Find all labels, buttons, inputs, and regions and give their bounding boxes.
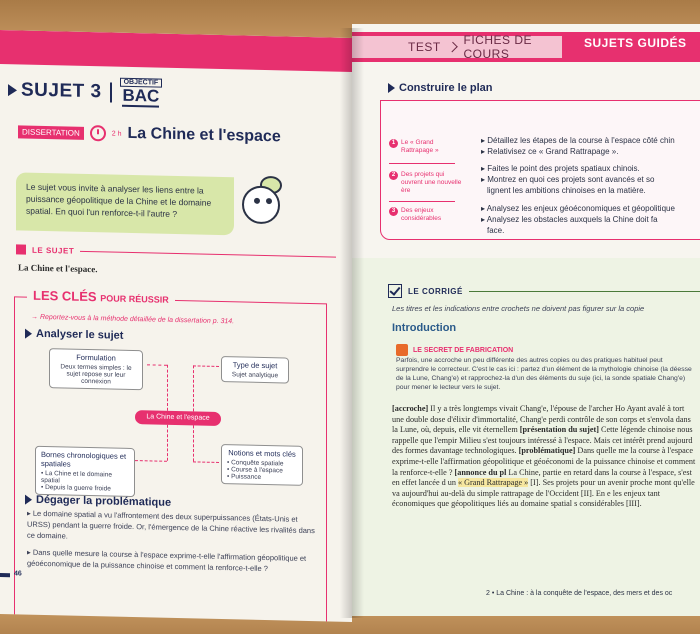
chevron-right-icon: [447, 42, 457, 52]
body-span: Cette légende chinoise nous rappelle que l'empir Milieu s'est toujours intéressé à l'espace. Mais cet intérêt prend aujourd des formes davantage technologiques.: [392, 425, 693, 456]
analyser-title: Analyser le sujet: [36, 327, 124, 342]
objectif-bac-badge: [120, 78, 163, 108]
section-nav: [352, 33, 562, 61]
plan-lines: [481, 163, 700, 196]
cles-title: [27, 288, 175, 306]
secret-heading: [396, 344, 513, 356]
plan-line: ▸ Faites le point des projets spatiaux chinois.: [481, 164, 640, 173]
plan-part-label: Des projets qui ouvrent une nouvelle ère: [401, 171, 462, 194]
sujet-title: SUJET 3: [21, 78, 102, 102]
subject-title: La Chine et l'espace: [127, 124, 281, 146]
notions-item: • Conquête spatiale: [227, 459, 284, 468]
body-span: La Chine, partie en retard dans la course à l'espace, s'est en effet lancée d un: [392, 467, 692, 488]
left-page: [0, 30, 352, 622]
clock-icon: [90, 125, 106, 141]
plan-part: [389, 207, 463, 223]
plan-line: ▸ Montrez en quoi ces projets sont avancés et so: [481, 175, 655, 184]
objectif-label: OBJECTIF: [120, 78, 163, 88]
nav-test: TEST: [408, 40, 441, 54]
bornes-item: • La Chine et le domaine spatial: [41, 469, 112, 485]
plan-title: Construire le plan: [399, 82, 493, 94]
le-sujet-label: LE SUJET: [32, 245, 75, 256]
problematique-marker: [problématique]: [518, 446, 576, 456]
type-text: Sujet analytique: [231, 371, 279, 380]
sujet-separator: [110, 82, 112, 102]
plan-line: face.: [487, 226, 505, 235]
cles-title-sub: POUR RÉUSSIR: [100, 293, 169, 305]
dissertation-row: [18, 122, 281, 146]
degager-paragraph: ▸ Dans quelle mesure la course à l'espace exprime-t-elle l'affirmation géopolitique et géoéconomique de la puissance chinoise et comment la renforce-t-elle ?: [27, 547, 307, 574]
secret-text: Parfois, une accroche un peu différente des autres copies ou des pratiques habituel peut surprendre le correcteur. C'est le cas ici : partez d'un élément de la mythologie chinoise (la déesse de la Lune, Chang'e) et rapprochez-la d'un des éléments du suje (ici, la sonde spatiale Chang'e) pour mener le lecteur vers le sujet.: [396, 357, 692, 391]
plan-line: lignent les ambitions chinoises en la matière.: [487, 186, 646, 195]
notions-box: [221, 444, 303, 486]
dissertation-tag: DISSERTATION: [18, 125, 84, 139]
divider: [469, 291, 700, 292]
le-sujet-heading: [16, 244, 336, 261]
body-span: [I]. Ses projets pour un avenir proche mont qu'elle va aujourd'hui au-delà du simple rattrapage de l'Occident [II]. En e les enjeux tant économiques que géopolitiques liés au domaine spatial s considérables [III].: [392, 478, 695, 509]
notions-item: • Puissance: [227, 473, 262, 481]
page-footer: 2 • La Chine : à la conquête de l'espace, des mers et des oc: [486, 590, 673, 597]
pink-square-icon: [16, 244, 26, 254]
type-de-sujet-box: [221, 356, 289, 384]
page-number-bar: [0, 573, 10, 577]
plan-part: [389, 171, 463, 195]
body-span: Dans quelle me la course à l'espace exprime-t-elle l'affirmation géopolitique et géoéconomi de la puissance chinoise et comment la renforce-t-elle ?: [392, 446, 696, 477]
connector: [193, 365, 194, 411]
plan-line: ▸ Détaillez les étapes de la course à l'espace côté chin: [481, 136, 675, 145]
hand-icon: [396, 344, 408, 356]
plan-lines: [481, 203, 700, 236]
divider: [389, 163, 455, 164]
divider: [80, 250, 336, 257]
triangle-bullet-icon: [25, 329, 32, 339]
annonce-marker: [annonce du pl: [454, 467, 507, 477]
mascot-eye: [266, 198, 272, 204]
formulation-box: [49, 348, 143, 390]
formulation-heading: Formulation: [76, 352, 116, 363]
mascot-eye: [254, 198, 260, 204]
plan-heading: [388, 82, 493, 94]
plan-part-label: Des enjeux considérables: [401, 207, 442, 222]
plan-number: 3: [389, 207, 398, 216]
left-header-band: [0, 30, 352, 72]
time-label: 2 h: [111, 130, 122, 138]
sujet-heading: [8, 75, 162, 107]
introduction-body: [392, 404, 698, 510]
notions-item: • Course à l'espace: [227, 466, 283, 475]
notions-heading: Notions et mots clés: [228, 448, 296, 459]
mascot-body: [242, 185, 280, 224]
corrige-label: LE CORRIGÉ: [408, 286, 463, 296]
degager-paragraph: ▸ Le domaine spatial a vu l'affrontement des deux superpuissances (États-Unis et URSS) pendant la guerre froide. Or, l'émergence de la Chine réactive les rivalités dans ce domaine.: [27, 508, 315, 541]
bornes-item: • Depuis la guerre froide: [41, 483, 111, 493]
plan-number: 2: [389, 171, 398, 180]
introduction-title: Introduction: [392, 322, 457, 334]
plan-line: ▸ Relativisez ce « Grand Rattrapage ».: [481, 147, 619, 156]
plan-box: [380, 100, 700, 240]
mascot-illustration: [238, 175, 286, 228]
nav-sujets-guides: SUJETS GUIDÉS: [584, 36, 687, 50]
corrige-note: Les titres et les indications entre crochets ne doivent pas figurer sur la copie: [392, 304, 645, 313]
corrige-heading: [388, 284, 700, 298]
formulation-text: Deux termes simples : le sujet repose sur leur connexion: [60, 363, 132, 386]
triangle-bullet-icon: [388, 83, 395, 93]
degager-title: Dégager la problématique: [36, 493, 172, 509]
body-span: Il y a très longtemps vivait Chang'e, l'épouse de l'archer Ho Ayant avalé à tort une double dose d'élixir d'immortalité, Chang'e perdi contrôle de son corps et s'envola dans la Lune, où, depuis, elle vit éternellem: [392, 404, 691, 435]
bornes-heading: Bornes chronologiques et spatiales: [41, 449, 127, 469]
triangle-bullet-icon: [25, 495, 32, 505]
connector: [167, 365, 168, 411]
bornes-box: [35, 446, 135, 497]
presentation-marker: [présentation du sujet]: [519, 425, 599, 435]
sujet-bullet-icon: [8, 84, 17, 96]
bac-label: BAC: [122, 85, 160, 106]
degager-text: [27, 508, 319, 576]
analyser-heading: [25, 328, 123, 342]
secret-label: LE SECRET DE FABRICATION: [413, 346, 514, 354]
nav-fiches: FICHES DE COURS: [463, 33, 533, 61]
connector: [193, 425, 194, 461]
connector: [193, 461, 219, 463]
accroche-marker: [accroche]: [392, 404, 429, 413]
intro-callout: Le sujet vous invite à analyser les liens entre la puissance géopolitique de la Chine et le domaine spatial. En quoi l'un renforce-t-il l'autre ?: [16, 172, 234, 235]
connector: [193, 365, 219, 367]
method-note: → Reportez-vous à la méthode détaillée de la dissertation p. 314.: [31, 313, 235, 326]
connector: [147, 364, 167, 365]
type-heading: Type de sujet: [232, 360, 278, 371]
cles-pour-reussir-box: [14, 287, 327, 622]
plan-line: ▸ Analysez les obstacles auxquels la Chine doit fa: [481, 215, 658, 224]
plan-part-label: Le « Grand Rattrapage »: [401, 139, 439, 154]
plan-number: 1: [389, 139, 398, 148]
checkbox-icon: [388, 284, 402, 298]
divider: [389, 201, 455, 202]
connector: [167, 425, 168, 461]
degager-heading: [25, 494, 171, 509]
central-topic-pill: La Chine et l'espace: [135, 410, 221, 426]
highlighted-phrase: « Grand Rattrapage »: [458, 478, 529, 488]
plan-line: ▸ Analysez les enjeux géoéconomiques et géopolitique: [481, 204, 675, 213]
page-number: 46: [14, 570, 22, 578]
connector: [135, 460, 167, 462]
plan-part: [389, 139, 463, 155]
plan-lines: [481, 135, 700, 157]
cles-title-main: LES CLÉS: [33, 287, 97, 305]
le-sujet-text: La Chine et l'espace.: [18, 262, 98, 275]
book-gutter: [340, 28, 364, 618]
right-page: [352, 24, 700, 616]
